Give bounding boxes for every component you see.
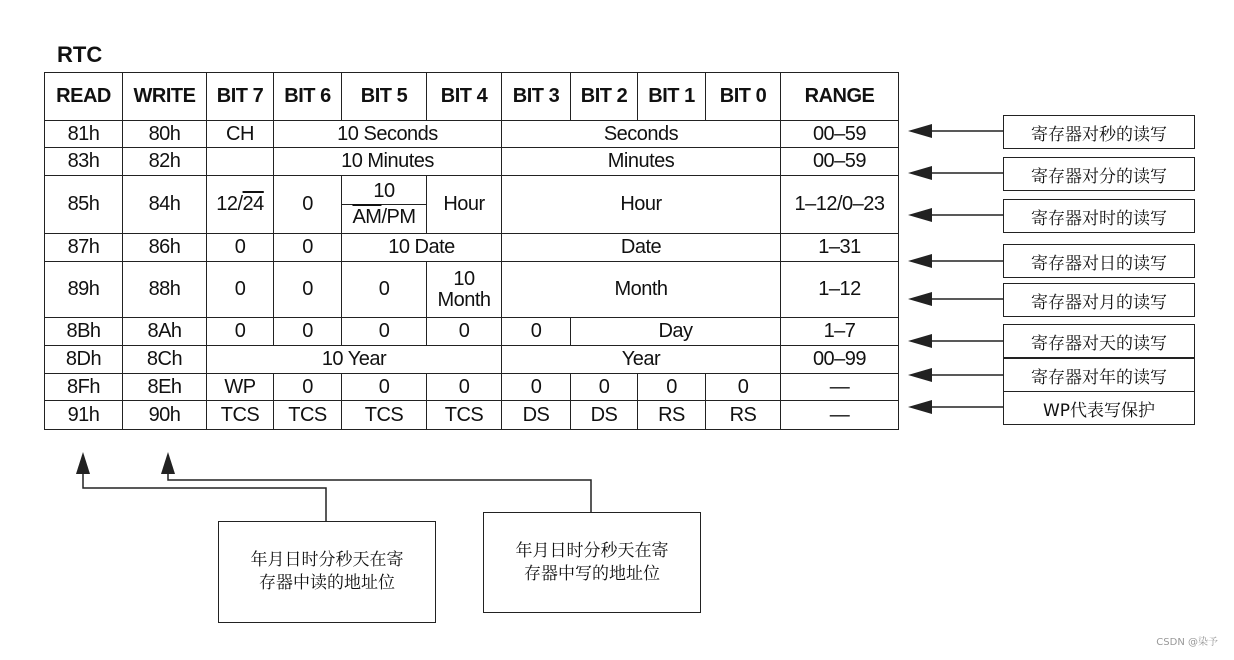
read-address: 8Bh [45,318,123,346]
write-address: 88h [123,262,207,318]
bits654-cell: 10 Minutes [274,148,502,176]
bit3-cell: 0 [502,374,571,401]
header-read: READ [45,73,123,121]
note-year: 寄存器对年的读写 [1003,358,1195,392]
footer-watermark: CSDN @染予 [1156,637,1218,648]
ten-month-top: 10 [453,267,475,290]
read-address: 81h [45,121,123,148]
range-cell: 00–59 [781,121,899,148]
header-bit7: BIT 7 [207,73,274,121]
arrowhead-wp [908,400,932,414]
ten-month-bottom: Month [437,288,491,311]
bits3210-cell: Year [502,346,781,374]
bit6-cell: 0 [274,176,342,234]
bits3210-cell: Seconds [502,121,781,148]
bit4-cell: TCS [427,401,502,430]
bit1-cell: 0 [638,374,706,401]
mode-24-label: 24 [242,193,264,215]
range-cell: 1–31 [781,234,899,262]
header-bit5: BIT 5 [342,73,427,121]
write-address: 82h [123,148,207,176]
arrowhead-minutes [908,166,932,180]
bit7-cell: WP [207,374,274,401]
range-cell: 00–59 [781,148,899,176]
bit7-cell: 0 [207,318,274,346]
bit7-cell: 0 [207,234,274,262]
write-address: 8Ah [123,318,207,346]
bit2-cell: DS [571,401,638,430]
connector-write [168,472,591,512]
bit6-cell: TCS [274,401,342,430]
header-range: RANGE [781,73,899,121]
header-write: WRITE [123,73,207,121]
header-bit6: BIT 6 [274,73,342,121]
bit6-cell: 0 [274,374,342,401]
bit0-cell: RS [706,401,781,430]
bits210-cell: Day [571,318,781,346]
chart-title: RTC [57,42,103,67]
read-address-box: 年月日时分秒天在寄 存器中读的地址位 [218,521,436,623]
write-address: 8Ch [123,346,207,374]
range-cell: — [781,374,899,401]
note-date: 寄存器对日的读写 [1003,244,1195,278]
header-bit1: BIT 1 [638,73,706,121]
bits3210-cell: Hour [502,176,781,234]
bits54-cell: 10 Date [342,234,502,262]
bit3-cell: 0 [502,318,571,346]
bit6-cell: 0 [274,318,342,346]
arrowhead-seconds [908,124,932,138]
write-address: 86h [123,234,207,262]
arrowhead-year [908,368,932,382]
ten-hour-label: 10 [342,181,426,205]
read-address: 89h [45,262,123,318]
bit5-cell: 0 [342,318,427,346]
note-month: 寄存器对月的读写 [1003,283,1195,317]
bit4-cell: 0 [427,318,502,346]
arrowhead-hours [908,208,932,222]
bit6-cell: 0 [274,234,342,262]
read-address: 8Dh [45,346,123,374]
range-cell: 1–12/0–23 [781,176,899,234]
write-address-box: 年月日时分秒天在寄 存器中写的地址位 [483,512,701,613]
note-seconds: 寄存器对秒的读写 [1003,115,1195,149]
read-address: 87h [45,234,123,262]
bit3-cell: DS [502,401,571,430]
bit0-cell: 0 [706,374,781,401]
mode-12-label: 12/ [216,193,243,215]
write-address: 90h [123,401,207,430]
bit5-cell: 0 [342,262,427,318]
bit5-cell: TCS [342,401,427,430]
arrowhead-date [908,254,932,268]
read-address: 8Fh [45,374,123,401]
write-address: 80h [123,121,207,148]
read-address: 91h [45,401,123,430]
bit2-cell: 0 [571,374,638,401]
bits7654-cell: 10 Year [207,346,502,374]
am-label: $\overline{AM}$ [352,206,382,228]
header-bit0: BIT 0 [706,73,781,121]
header-bit2: BIT 2 [571,73,638,121]
note-hours: 寄存器对时的读写 [1003,199,1195,233]
bit7-cell: TCS [207,401,274,430]
bits3210-cell: Date [502,234,781,262]
header-bit3: BIT 3 [502,73,571,121]
bit5-cell: 0 [342,374,427,401]
read-address: 85h [45,176,123,234]
arrowhead-month [908,292,932,306]
read-address: 83h [45,148,123,176]
pm-label: /PM [381,206,416,228]
bit1-cell: RS [638,401,706,430]
bit4-cell: Hour [427,176,502,234]
write-address: 8Eh [123,374,207,401]
write-address: 84h [123,176,207,234]
range-cell: 1–7 [781,318,899,346]
bits3210-cell: Minutes [502,148,781,176]
note-day: 寄存器对天的读写 [1003,324,1195,358]
arrowhead-day [908,334,932,348]
bit4-cell: 0 [427,374,502,401]
range-cell: 1–12 [781,262,899,318]
bits3210-cell: Month [502,262,781,318]
arrowhead-write [161,452,175,474]
range-cell: — [781,401,899,430]
header-bit4: BIT 4 [427,73,502,121]
arrowhead-read [76,452,90,474]
bit7-cell: 0 [207,262,274,318]
bit6-cell: 0 [274,262,342,318]
bit7-cell: CH [207,121,274,148]
note-wp: WP代表写保护 [1003,391,1195,425]
bits654-cell: 10 Seconds [274,121,502,148]
note-minutes: 寄存器对分的读写 [1003,157,1195,191]
range-cell: 00–99 [781,346,899,374]
